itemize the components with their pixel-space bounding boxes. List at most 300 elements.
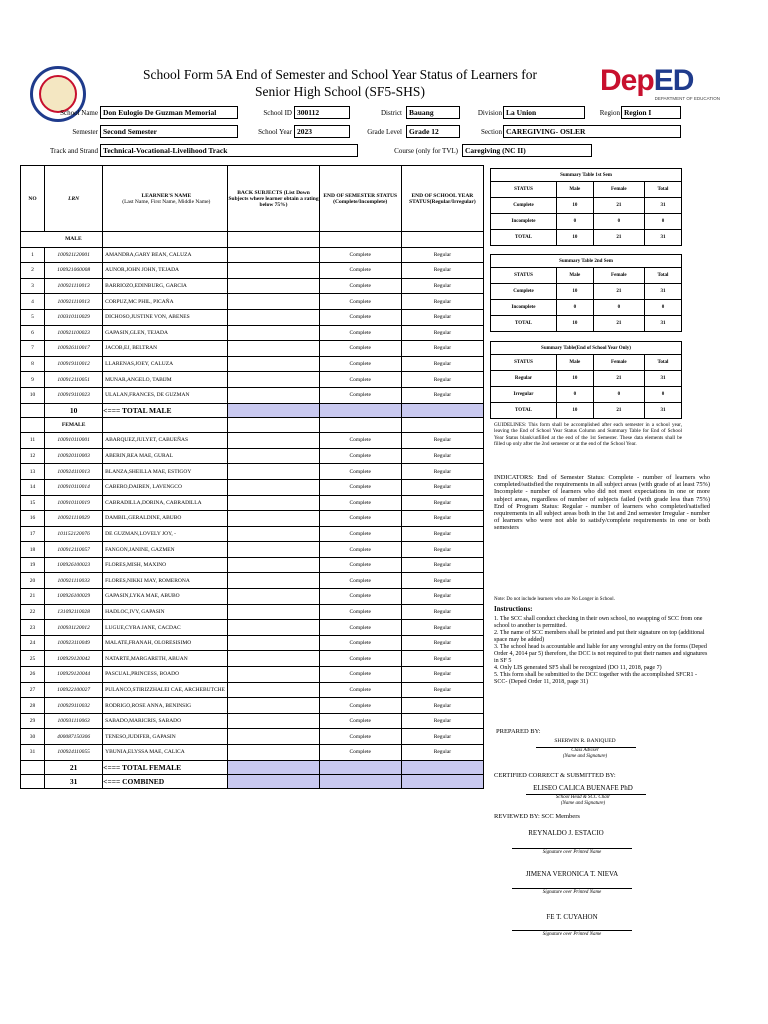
lrn-cell: 100921060008 xyxy=(45,263,103,279)
instruction-item: 3. The school head is accountable and liable for any wrongful entry on the forms (Deped Order 4, 2014 par 5) therefore, the DCC is not required to put their names and signatures in SF 5 xyxy=(494,644,708,664)
learner-row xyxy=(21,620,484,636)
learner-name-cell: FLORES,NIKKI MAY, ROMERONA xyxy=(103,573,228,589)
female-label: FEMALE xyxy=(45,417,103,433)
deped-logo-subtext: DEPARTMENT OF EDUCATION xyxy=(654,96,720,101)
row-number: 7 xyxy=(21,341,45,357)
semester-status-cell: Complete xyxy=(319,356,401,372)
semester-status-cell: Complete xyxy=(319,698,401,714)
form-title xyxy=(100,66,580,100)
learner-name-cell: DICHOSO,JUSTINE VON, ABENES xyxy=(103,309,228,325)
year-status-cell: Regular xyxy=(401,729,483,745)
back-subjects-cell xyxy=(228,294,319,310)
year-status-cell: Regular xyxy=(401,263,483,279)
row-number: 22 xyxy=(21,604,45,620)
total-male-count: 10 xyxy=(45,403,103,417)
summary-col-header: Male xyxy=(557,182,594,198)
summary-value-cell: 21 xyxy=(593,316,644,332)
summary-value-cell: 10 xyxy=(557,230,594,246)
row-number: 27 xyxy=(21,682,45,698)
prepared-by-label: PREPARED BY: xyxy=(496,728,541,735)
year-status-cell: Regular xyxy=(401,341,483,357)
track-field[interactable]: Technical-Vocational-Livelihood Track xyxy=(100,144,358,157)
col-no: NO xyxy=(21,166,45,232)
summary-value-cell: 0 xyxy=(593,300,644,316)
row-number: 8 xyxy=(21,356,45,372)
combined-label: <=== COMBINED xyxy=(103,774,228,788)
lrn-cell: 100310110029 xyxy=(45,309,103,325)
back-subjects-cell xyxy=(228,589,319,605)
lrn-cell: 100929110032 xyxy=(45,698,103,714)
back-subjects-cell xyxy=(228,464,319,480)
lrn-cell: 100921120001 xyxy=(45,247,103,263)
combined-row xyxy=(21,774,484,788)
learner-name-cell: DAMBIL,GERALDINE, ABUBO xyxy=(103,511,228,527)
summary-status-cell: Irregular xyxy=(491,387,557,403)
learner-name-cell: PASCUAL,PRINCESS, BOADO xyxy=(103,667,228,683)
semester-status-cell: Complete xyxy=(319,682,401,698)
instructions-title: Instructions: xyxy=(494,605,533,613)
member-1-sub: Signature over Printed Name xyxy=(542,850,602,855)
semester-status-cell: Complete xyxy=(319,620,401,636)
year-status-cell: Regular xyxy=(401,604,483,620)
year-status-cell: Regular xyxy=(401,745,483,761)
learner-row xyxy=(21,341,484,357)
col-end-semester xyxy=(319,166,401,232)
learner-name-cell: JACOB,EJ, BELTRAN xyxy=(103,341,228,357)
summary-col-header: Female xyxy=(593,182,644,198)
school-name-field[interactable]: Don Eulogio De Guzman Memorial xyxy=(100,106,238,119)
lrn-cell: 100931120012 xyxy=(45,620,103,636)
summary-value-cell: 31 xyxy=(644,403,681,419)
member-1-name: REYNALDO J. ESTACIO xyxy=(528,829,604,837)
summary-col-header: Female xyxy=(593,355,644,371)
district-field[interactable]: Bauang xyxy=(406,106,460,119)
semester-status-cell: Complete xyxy=(319,729,401,745)
row-number: 28 xyxy=(21,698,45,714)
year-status-cell: Regular xyxy=(401,682,483,698)
track-label: Track and Strand xyxy=(50,147,98,155)
lrn-cell: 100921100023 xyxy=(45,325,103,341)
row-number: 1 xyxy=(21,247,45,263)
course-field[interactable]: Caregiving (NC II) xyxy=(462,144,592,157)
learner-row xyxy=(21,247,484,263)
semester-status-cell: Complete xyxy=(319,495,401,511)
summary-status-cell: Incomplete xyxy=(491,214,557,230)
row-number: 11 xyxy=(21,433,45,449)
learner-name-cell: ABARQUEZ,JULYET, CABUEÑAS xyxy=(103,433,228,449)
row-number: 10 xyxy=(21,387,45,403)
learner-row xyxy=(21,263,484,279)
semester-status-cell: Complete xyxy=(319,448,401,464)
semester-status-cell: Complete xyxy=(319,604,401,620)
school-head-name: ELISEO CALICA BUENAFE PhD xyxy=(533,784,633,792)
back-subjects-cell xyxy=(228,713,319,729)
back-subjects-cell xyxy=(228,479,319,495)
lrn-cell: 100912110057 xyxy=(45,542,103,558)
learner-row xyxy=(21,682,484,698)
summary-col-header: STATUS xyxy=(491,182,557,198)
year-status-cell: Regular xyxy=(401,542,483,558)
back-subjects-cell xyxy=(228,573,319,589)
guidelines-text: GUIDELINES: This form shall be accomplished after each semester in a school year, leaving the End of School Year Status Column and Summary Table for End of School Year Status blank/unfilled at the end of the 1st Semester. These data elements shall be filled up only after the 2nd semester or at the end of the School Year. xyxy=(494,422,682,448)
summary-value-cell: 0 xyxy=(557,387,594,403)
learner-row xyxy=(21,542,484,558)
adviser-name: SHERWIN R. BANIQUED xyxy=(554,738,616,744)
summary-col-header: Total xyxy=(644,268,681,284)
deped-logo: DepED DEPARTMENT OF EDUCATION xyxy=(600,64,720,101)
learner-row xyxy=(21,511,484,527)
summary-value-cell: 0 xyxy=(557,214,594,230)
learner-row xyxy=(21,635,484,651)
semester-status-cell: Complete xyxy=(319,294,401,310)
learner-row xyxy=(21,589,484,605)
summary-value-cell: 21 xyxy=(593,284,644,300)
lrn-cell: 100926100023 xyxy=(45,557,103,573)
back-subjects-cell xyxy=(228,356,319,372)
summary-col-header: Male xyxy=(557,355,594,371)
learner-name-cell: TENESO,JUDIFER, GAPASIN xyxy=(103,729,228,745)
summary-status-cell: Complete xyxy=(491,198,557,214)
summary-status-cell: TOTAL xyxy=(491,403,557,419)
back-subjects-cell xyxy=(228,325,319,341)
semester-status-cell: Complete xyxy=(319,667,401,683)
learner-name-cell: LLARENAS,JOEY, CALUZA xyxy=(103,356,228,372)
summary-value-cell: 10 xyxy=(557,284,594,300)
row-number: 30 xyxy=(21,729,45,745)
learner-row xyxy=(21,278,484,294)
male-rows xyxy=(21,247,484,403)
back-subjects-cell xyxy=(228,745,319,761)
learner-name-cell: BARRIOZO,EDINBURG, GARCIA xyxy=(103,278,228,294)
row-number: 26 xyxy=(21,667,45,683)
lrn-cell: 400087150306 xyxy=(45,729,103,745)
row-number: 4 xyxy=(21,294,45,310)
member-2-sub: Signature over Printed Name xyxy=(542,890,602,895)
learner-row xyxy=(21,573,484,589)
summary-status-cell: TOTAL xyxy=(491,230,557,246)
summary-value-cell: 0 xyxy=(644,387,681,403)
summary-value-cell: 0 xyxy=(644,214,681,230)
semester-status-cell: Complete xyxy=(319,745,401,761)
row-number: 24 xyxy=(21,635,45,651)
learner-row xyxy=(21,557,484,573)
row-number: 19 xyxy=(21,557,45,573)
semester-status-cell: Complete xyxy=(319,309,401,325)
summary-value-cell: 31 xyxy=(644,371,681,387)
lrn-cell: 100926110017 xyxy=(45,341,103,357)
row-number: 20 xyxy=(21,573,45,589)
summary-value-cell: 0 xyxy=(644,300,681,316)
summary-value-cell: 0 xyxy=(593,214,644,230)
back-subjects-cell xyxy=(228,682,319,698)
learner-name-cell: GAPASIN,LYKA MAE, ABUBO xyxy=(103,589,228,605)
back-subjects-cell xyxy=(228,729,319,745)
learner-name-cell: ULALAN,FRANCES, DE GUZMAN xyxy=(103,387,228,403)
summary-value-cell: 10 xyxy=(557,371,594,387)
learner-name-cell: NATARTE,MARGARETH, ABUAN xyxy=(103,651,228,667)
summary-value-cell: 31 xyxy=(644,198,681,214)
learner-name-cell: YBUNIA,ELYSSA MAE, CALICA xyxy=(103,745,228,761)
back-subjects-cell xyxy=(228,263,319,279)
row-number: 15 xyxy=(21,495,45,511)
summary-value-cell: 21 xyxy=(593,371,644,387)
summary-col-header: Female xyxy=(593,268,644,284)
back-subjects-cell xyxy=(228,309,319,325)
row-number: 29 xyxy=(21,713,45,729)
summary-status-cell: Incomplete xyxy=(491,300,557,316)
learner-row xyxy=(21,651,484,667)
summary-value-cell: 21 xyxy=(593,403,644,419)
semester-status-cell: Complete xyxy=(319,713,401,729)
summary-col-header: Total xyxy=(644,355,681,371)
row-number: 5 xyxy=(21,309,45,325)
year-status-cell: Regular xyxy=(401,511,483,527)
col-lrn: LRN xyxy=(45,166,103,232)
year-status-cell: Regular xyxy=(401,372,483,388)
summary-value-cell: 21 xyxy=(593,198,644,214)
learner-row xyxy=(21,526,484,542)
row-number: 6 xyxy=(21,325,45,341)
female-rows xyxy=(21,433,484,760)
semester-status-cell: Complete xyxy=(319,589,401,605)
semester-label: Semester xyxy=(72,128,98,136)
year-status-cell: Regular xyxy=(401,448,483,464)
lrn-cell: 100931110063 xyxy=(45,713,103,729)
semester-status-cell: Complete xyxy=(319,387,401,403)
learner-row xyxy=(21,448,484,464)
semester-field[interactable]: Second Semester xyxy=(100,125,238,138)
learner-name-subheader: (Last Name, First Name, Middle Name) xyxy=(122,198,211,205)
back-subjects-cell xyxy=(228,667,319,683)
member-2-name: JIMENA VERONICA T. NIEVA xyxy=(525,870,619,878)
reviewed-by-label: REVIEWED BY: SCC Members xyxy=(494,813,580,820)
learner-name-cell: DE GUZMAN,LOVELY JOY, - xyxy=(103,526,228,542)
learner-name-cell: FLORES,MISH, MAXINO xyxy=(103,557,228,573)
lrn-cell: 100920110003 xyxy=(45,448,103,464)
year-status-cell: Regular xyxy=(401,278,483,294)
lrn-cell: 100919110023 xyxy=(45,387,103,403)
school-id-field[interactable]: 300112 xyxy=(294,106,350,119)
school-head-role: School Head & SCC Chair xyxy=(555,795,611,800)
learner-name-cell: BLANZA,SHEILLA MAE, ESTIGOY xyxy=(103,464,228,480)
learners-table xyxy=(20,165,484,789)
learner-row xyxy=(21,479,484,495)
school-year-label: School Year xyxy=(258,128,292,136)
learner-row xyxy=(21,433,484,449)
note-text: Note: Do not include learners who are No Longer in School. xyxy=(494,597,615,602)
semester-status-cell: Complete xyxy=(319,526,401,542)
instruction-item: 1. The SCC shall conduct checking in their own school, no swapping of SCC from one school to another is permitted. xyxy=(494,616,703,629)
adviser-name-sub: (Name and Signature) xyxy=(562,754,608,759)
lrn-cell: 101152120076 xyxy=(45,526,103,542)
summary-table-2nd-sem xyxy=(490,254,682,332)
year-status-cell: Regular xyxy=(401,713,483,729)
semester-status-cell: Complete xyxy=(319,557,401,573)
row-number: 23 xyxy=(21,620,45,636)
learner-name-cell: CABRADILLA,DORINA, CABRADILLA xyxy=(103,495,228,511)
learner-row xyxy=(21,294,484,310)
row-number: 18 xyxy=(21,542,45,558)
year-status-cell: Regular xyxy=(401,526,483,542)
instruction-item: 2. The name of SCC members shall be printed and put their signature on top (additional space may be added) xyxy=(494,630,705,643)
summary-status-cell: Complete xyxy=(491,284,557,300)
year-status-cell: Regular xyxy=(401,356,483,372)
total-female-label: <=== TOTAL FEMALE xyxy=(103,760,228,774)
back-subjects-cell xyxy=(228,635,319,651)
back-subjects-cell xyxy=(228,372,319,388)
instruction-item: 5. This form shall be submitted to the DCC together with the accomplished SFCR1 - SCC- (Deped Order 11, 2018, page 31) xyxy=(494,672,698,685)
year-status-cell: Regular xyxy=(401,309,483,325)
learner-row xyxy=(21,464,484,480)
back-subjects-cell xyxy=(228,604,319,620)
learner-row xyxy=(21,495,484,511)
back-subjects-cell xyxy=(228,433,319,449)
learner-row xyxy=(21,309,484,325)
learner-name-header: LEARNER'S NAME xyxy=(141,192,192,199)
semester-status-cell: Complete xyxy=(319,542,401,558)
learner-name-cell: AUNOR,JOHN JOHN, TEJADA xyxy=(103,263,228,279)
lrn-cell: 100921110029 xyxy=(45,511,103,527)
indicators-text: INDICATORS: End of Semester Status: Complete - number of learners who completed/satisfied the requirements in all subject areas (with grade of at least 75%) Incomplete - number of learners who did not meet expectations in one or more subject areas, regardless of number of subjects failed (with grade less than 75%) End of Program Status: Regular - number of learners who completed/satisfied requirements in all subject areas both in the 1st and 2nd semester Irregular - number of learners who were not able to satisfy/complete requirements in one or both semesters xyxy=(494,474,710,532)
learner-row xyxy=(21,713,484,729)
back-subjects-cell xyxy=(228,651,319,667)
col-end-year: END OF SCHOOL YEAR STATUS(Regular/Irregular) xyxy=(401,166,483,232)
lrn-cell: 100922100027 xyxy=(45,682,103,698)
lrn-cell: 100926100029 xyxy=(45,589,103,605)
col-back-subjects: BACK SUBJECTS (List Down Subjects where learner obtain a rating below 75%) xyxy=(228,166,319,232)
semester-status-cell: Complete xyxy=(319,341,401,357)
back-subjects-cell xyxy=(228,495,319,511)
adviser-role: Class Adviser xyxy=(571,748,599,753)
learner-row xyxy=(21,729,484,745)
learner-name-cell: AMANDRA,GARY BEAN, CALUZA xyxy=(103,247,228,263)
learner-name-cell: CORPUZ,MC PHIL, PICAÑA xyxy=(103,294,228,310)
semester-status-cell: Complete xyxy=(319,263,401,279)
semester-status-cell: Complete xyxy=(319,573,401,589)
row-number: 9 xyxy=(21,372,45,388)
male-label: MALE xyxy=(45,232,103,248)
section-field[interactable]: CAREGIVING- OSLER xyxy=(503,125,681,138)
lrn-cell: 100929120042 xyxy=(45,651,103,667)
learner-name-cell: FANGON,JANINE, GAZMEN xyxy=(103,542,228,558)
lrn-cell: 100919110012 xyxy=(45,356,103,372)
course-label: Course (only for TVL) xyxy=(394,147,458,155)
back-subjects-cell xyxy=(228,247,319,263)
region-field[interactable]: Region I xyxy=(621,106,681,119)
end-semester-header: END OF SEMESTER STATUS xyxy=(323,192,398,199)
learner-name-cell: SABADO,MARICRIS, SABADO xyxy=(103,713,228,729)
lrn-cell: 100912110051 xyxy=(45,372,103,388)
lrn-cell: 100921110013 xyxy=(45,278,103,294)
summary-status-cell: TOTAL xyxy=(491,316,557,332)
learner-name-cell: RODRIGO,ROSE ANNA, BENINSIG xyxy=(103,698,228,714)
member-3-name: FE T. CUYAHON xyxy=(546,913,598,921)
learner-row xyxy=(21,356,484,372)
back-subjects-cell xyxy=(228,620,319,636)
summary-table-end-year xyxy=(490,341,682,419)
year-status-cell: Regular xyxy=(401,294,483,310)
learner-name-cell: CABERO,DAIREN, LAVENGCO xyxy=(103,479,228,495)
semester-status-cell: Complete xyxy=(319,372,401,388)
total-male-label: <=== TOTAL MALE xyxy=(103,403,228,417)
learner-row xyxy=(21,387,484,403)
grade-level-label: Grade Level xyxy=(367,128,402,136)
year-status-cell: Regular xyxy=(401,667,483,683)
learner-row xyxy=(21,745,484,761)
school-id-label: School ID xyxy=(263,109,292,117)
total-female-count: 21 xyxy=(45,760,103,774)
combined-count: 31 xyxy=(45,774,103,788)
summary-value-cell: 21 xyxy=(593,230,644,246)
section-label: Section xyxy=(481,128,502,136)
year-status-cell: Regular xyxy=(401,247,483,263)
summary-value-cell: 31 xyxy=(644,316,681,332)
learner-name-cell: HADLOC,IVY, GAPASIN xyxy=(103,604,228,620)
learner-name-cell: PULANCO,STIRIZZHALEI CAE, ARCHEBUTCHE xyxy=(103,682,228,698)
lrn-cell: 100910110014 xyxy=(45,479,103,495)
back-subjects-cell xyxy=(228,526,319,542)
semester-status-cell: Complete xyxy=(319,325,401,341)
learner-name-cell: MALATE,FRANAH, OLORESISIMO xyxy=(103,635,228,651)
semester-status-cell: Complete xyxy=(319,651,401,667)
summary-col-header: Male xyxy=(557,268,594,284)
district-label: District xyxy=(381,109,402,117)
instructions-list xyxy=(494,616,710,686)
year-status-cell: Regular xyxy=(401,495,483,511)
summary-value-cell: 31 xyxy=(644,230,681,246)
end-semester-subheader: (Complete/Incomplete) xyxy=(333,198,388,205)
row-number: 21 xyxy=(21,589,45,605)
back-subjects-cell xyxy=(228,278,319,294)
year-status-cell: Regular xyxy=(401,387,483,403)
summary-value-cell: 31 xyxy=(644,284,681,300)
grade-level-field[interactable]: Grade 12 xyxy=(406,125,460,138)
year-status-cell: Regular xyxy=(401,651,483,667)
year-status-cell: Regular xyxy=(401,620,483,636)
learner-name-cell: MUNAR,ANGELO, TABIJM xyxy=(103,372,228,388)
row-number: 25 xyxy=(21,651,45,667)
year-status-cell: Regular xyxy=(401,635,483,651)
back-subjects-cell xyxy=(228,542,319,558)
year-status-cell: Regular xyxy=(401,433,483,449)
lrn-cell: 100929120044 xyxy=(45,667,103,683)
summary-value-cell: 0 xyxy=(593,387,644,403)
summary-value-cell: 10 xyxy=(557,198,594,214)
summary-status-cell: Regular xyxy=(491,371,557,387)
learner-row xyxy=(21,698,484,714)
member-3-signature-line xyxy=(512,930,632,931)
school-year-field[interactable]: 2023 xyxy=(294,125,350,138)
semester-status-cell: Complete xyxy=(319,278,401,294)
division-field[interactable]: La Union xyxy=(503,106,585,119)
row-number: 3 xyxy=(21,278,45,294)
semester-status-cell: Complete xyxy=(319,635,401,651)
back-subjects-cell xyxy=(228,557,319,573)
year-status-cell: Regular xyxy=(401,589,483,605)
row-number: 17 xyxy=(21,526,45,542)
learner-row xyxy=(21,372,484,388)
semester-status-cell: Complete xyxy=(319,479,401,495)
year-status-cell: Regular xyxy=(401,464,483,480)
title-line-1: School Form 5A End of Semester and School Year Status of Learners for xyxy=(142,67,538,82)
back-subjects-cell xyxy=(228,387,319,403)
semester-status-cell: Complete xyxy=(319,464,401,480)
summary-value-cell: 0 xyxy=(557,300,594,316)
summary-col-header: Total xyxy=(644,182,681,198)
summary-title: Summary Table 1st Sem xyxy=(491,169,682,182)
division-label: Division xyxy=(477,109,502,117)
learner-name-cell: ABERIN,REA MAE, GURAL xyxy=(103,448,228,464)
